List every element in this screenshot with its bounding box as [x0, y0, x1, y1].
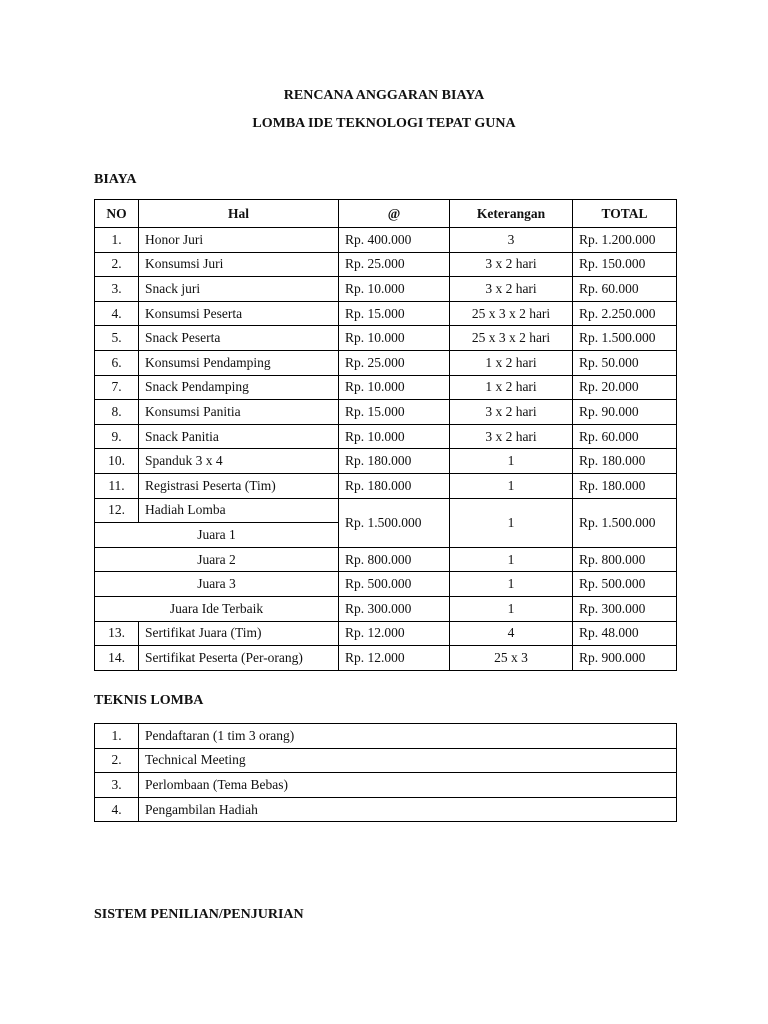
col-header-hal: Hal — [139, 200, 339, 228]
cell-keterangan: 3 x 2 hari — [450, 277, 573, 302]
cell-keterangan: 1 — [450, 596, 573, 621]
cell-total: Rp. 800.000 — [573, 547, 677, 572]
teknis-table — [94, 723, 677, 822]
cell-hal: Konsumsi Juri — [139, 252, 339, 277]
cell-keterangan: 3 — [450, 228, 573, 253]
cell-total: Rp. 180.000 — [573, 449, 677, 474]
cell-text: Perlombaan (Tema Bebas) — [139, 773, 677, 798]
cell-hal: Juara 2 — [95, 547, 339, 572]
cell-total: Rp. 2.250.000 — [573, 301, 677, 326]
cell-total: Rp. 1.500.000 — [573, 498, 677, 547]
cell-keterangan: 25 x 3 x 2 hari — [450, 301, 573, 326]
cell-no: 1. — [95, 228, 139, 253]
cell-keterangan: 25 x 3 — [450, 646, 573, 671]
table-row — [95, 449, 677, 474]
biaya-table-header — [95, 200, 677, 228]
cell-keterangan: 3 x 2 hari — [450, 400, 573, 425]
cell-total: Rp. 500.000 — [573, 572, 677, 597]
table-row — [95, 326, 677, 351]
cell-text: Pendaftaran (1 tim 3 orang) — [139, 724, 677, 749]
table-row-hadiah — [95, 498, 677, 523]
cell-no: 12. — [95, 498, 139, 523]
cell-hal: Juara Ide Terbaik — [95, 596, 339, 621]
cell-no: 3. — [95, 277, 139, 302]
table-row — [95, 252, 677, 277]
cell-at: Rp. 12.000 — [339, 621, 450, 646]
cell-hal: Konsumsi Peserta — [139, 301, 339, 326]
cell-no: 6. — [95, 350, 139, 375]
cell-at: Rp. 400.000 — [339, 228, 450, 253]
cell-keterangan: 1 x 2 hari — [450, 350, 573, 375]
col-header-keterangan: Keterangan — [450, 200, 573, 228]
cell-total: Rp. 90.000 — [573, 400, 677, 425]
col-header-no: NO — [95, 200, 139, 228]
section-heading-biaya: BIAYA — [94, 172, 137, 187]
table-row — [95, 301, 677, 326]
cell-hal: Konsumsi Panitia — [139, 400, 339, 425]
cell-at: Rp. 300.000 — [339, 596, 450, 621]
cell-at: Rp. 10.000 — [339, 277, 450, 302]
cell-hal: Snack Peserta — [139, 326, 339, 351]
cell-keterangan: 1 — [450, 449, 573, 474]
cell-hal: Juara 3 — [95, 572, 339, 597]
table-row — [95, 400, 677, 425]
cell-hal: Snack juri — [139, 277, 339, 302]
cell-total: Rp. 180.000 — [573, 473, 677, 498]
cell-no: 1. — [95, 724, 139, 749]
cell-no: 7. — [95, 375, 139, 400]
table-row — [95, 748, 677, 773]
table-row-juara — [95, 547, 677, 572]
cell-total: Rp. 1.200.000 — [573, 228, 677, 253]
cell-at: Rp. 15.000 — [339, 301, 450, 326]
cell-at: Rp. 180.000 — [339, 449, 450, 474]
table-row — [95, 724, 677, 749]
cell-keterangan: 3 x 2 hari — [450, 424, 573, 449]
section-heading-sistem: SISTEM PENILIAN/PENJURIAN — [94, 907, 304, 922]
cell-total: Rp. 50.000 — [573, 350, 677, 375]
table-row — [95, 773, 677, 798]
cell-at: Rp. 12.000 — [339, 646, 450, 671]
cell-hal: Hadiah Lomba — [139, 498, 339, 523]
cell-total: Rp. 20.000 — [573, 375, 677, 400]
table-row — [95, 228, 677, 253]
cell-total: Rp. 60.000 — [573, 424, 677, 449]
cell-hal: Juara 1 — [95, 523, 339, 548]
cell-no: 4. — [95, 301, 139, 326]
col-header-at: @ — [339, 200, 450, 228]
document-title: RENCANA ANGGARAN BIAYA — [283, 88, 485, 103]
cell-total: Rp. 300.000 — [573, 596, 677, 621]
table-row-juara — [95, 596, 677, 621]
table-row — [95, 424, 677, 449]
cell-no: 4. — [95, 797, 139, 822]
cell-hal: Snack Panitia — [139, 424, 339, 449]
cell-total: Rp. 150.000 — [573, 252, 677, 277]
cell-keterangan: 3 x 2 hari — [450, 252, 573, 277]
cell-at: Rp. 25.000 — [339, 350, 450, 375]
table-row-juara — [95, 572, 677, 597]
cell-no: 2. — [95, 748, 139, 773]
cell-keterangan: 1 — [450, 473, 573, 498]
cell-total: Rp. 48.000 — [573, 621, 677, 646]
cell-keterangan: 1 — [450, 498, 573, 547]
cell-at: Rp. 10.000 — [339, 375, 450, 400]
cell-at: Rp. 25.000 — [339, 252, 450, 277]
cell-keterangan: 1 x 2 hari — [450, 375, 573, 400]
cell-hal: Spanduk 3 x 4 — [139, 449, 339, 474]
cell-at: Rp. 180.000 — [339, 473, 450, 498]
cell-at: Rp. 500.000 — [339, 572, 450, 597]
table-row — [95, 646, 677, 671]
table-row — [95, 621, 677, 646]
document-subtitle: LOMBA IDE TEKNOLOGI TEPAT GUNA — [252, 116, 516, 131]
cell-total: Rp. 1.500.000 — [573, 326, 677, 351]
cell-hal: Registrasi Peserta (Tim) — [139, 473, 339, 498]
cell-at: Rp. 10.000 — [339, 326, 450, 351]
cell-no: 5. — [95, 326, 139, 351]
cell-hal: Sertifikat Juara (Tim) — [139, 621, 339, 646]
cell-no: 3. — [95, 773, 139, 798]
cell-total: Rp. 60.000 — [573, 277, 677, 302]
col-header-total: TOTAL — [573, 200, 677, 228]
cell-total: Rp. 900.000 — [573, 646, 677, 671]
cell-hal: Sertifikat Peserta (Per-orang) — [139, 646, 339, 671]
cell-keterangan: 25 x 3 x 2 hari — [450, 326, 573, 351]
cell-at: Rp. 10.000 — [339, 424, 450, 449]
table-row — [95, 350, 677, 375]
biaya-table — [94, 199, 677, 671]
cell-no: 11. — [95, 473, 139, 498]
cell-text: Pengambilan Hadiah — [139, 797, 677, 822]
cell-at: Rp. 15.000 — [339, 400, 450, 425]
cell-no: 10. — [95, 449, 139, 474]
cell-no: 2. — [95, 252, 139, 277]
table-row — [95, 797, 677, 822]
cell-no: 13. — [95, 621, 139, 646]
table-row — [95, 473, 677, 498]
cell-hal: Konsumsi Pendamping — [139, 350, 339, 375]
cell-no: 8. — [95, 400, 139, 425]
cell-hal: Snack Pendamping — [139, 375, 339, 400]
cell-at: Rp. 800.000 — [339, 547, 450, 572]
cell-no: 9. — [95, 424, 139, 449]
cell-keterangan: 4 — [450, 621, 573, 646]
section-heading-teknis: TEKNIS LOMBA — [94, 693, 204, 708]
table-row — [95, 277, 677, 302]
cell-at: Rp. 1.500.000 — [339, 498, 450, 547]
cell-text: Technical Meeting — [139, 748, 677, 773]
cell-no: 14. — [95, 646, 139, 671]
cell-keterangan: 1 — [450, 547, 573, 572]
cell-hal: Honor Juri — [139, 228, 339, 253]
table-row — [95, 375, 677, 400]
cell-keterangan: 1 — [450, 572, 573, 597]
